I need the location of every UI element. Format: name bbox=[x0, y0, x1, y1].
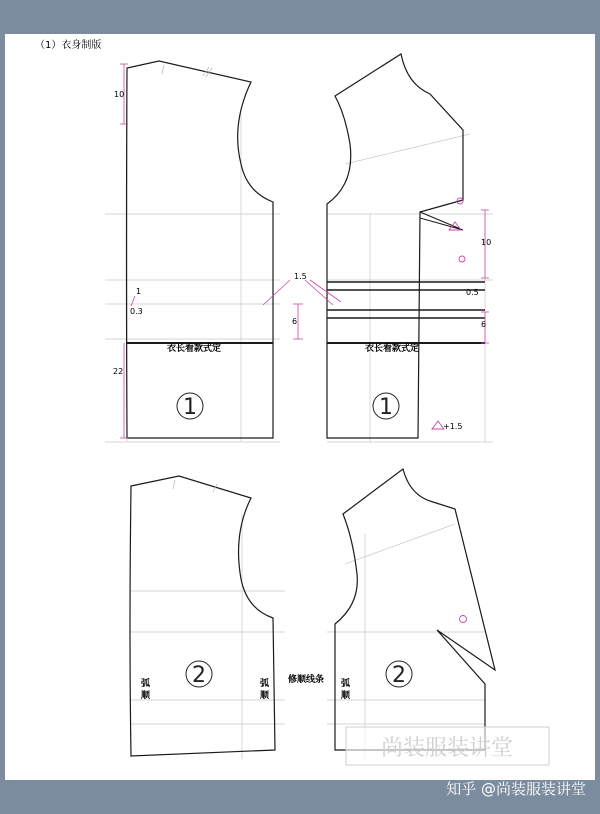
pattern-drawing bbox=[5, 34, 595, 780]
front-piece-2 bbox=[130, 476, 275, 756]
dim-1: 1 bbox=[136, 287, 142, 296]
watermark-text: 尚装服装讲堂 bbox=[380, 736, 514, 761]
sheet-title: （1）衣身制版 bbox=[35, 40, 102, 51]
trim-note: 修顺线条 bbox=[288, 675, 325, 685]
pattern-sheet bbox=[5, 34, 595, 780]
curve-label-left-b-2: 顺 bbox=[260, 691, 270, 701]
dim-0-3: 0.3 bbox=[130, 307, 143, 316]
dim-10-left: 10 bbox=[114, 90, 125, 99]
side-dart-right bbox=[420, 212, 463, 230]
curve-label-left-b-1: 弧 bbox=[260, 679, 270, 689]
length-note-left: 衣长看款式定 bbox=[167, 344, 222, 354]
guide-lines-bottom bbox=[130, 514, 485, 759]
dim-22: 22 bbox=[113, 367, 124, 376]
dim-10-right: 10 bbox=[481, 238, 492, 247]
bust-lines-right bbox=[327, 282, 485, 318]
piece-number-right-2: 2 bbox=[392, 663, 406, 688]
dim-1-5: 1.5 bbox=[294, 272, 307, 281]
dimension-lines bbox=[120, 64, 492, 438]
guide-lines-top bbox=[105, 94, 493, 442]
piece-number-left-1: 1 bbox=[183, 395, 197, 420]
front-piece-1 bbox=[127, 61, 274, 438]
credit-text: 知乎 @尚装服装讲堂 bbox=[446, 780, 586, 798]
dim-0-5: 0.5 bbox=[466, 288, 479, 297]
dim-plus-1-5: +1.5 bbox=[443, 422, 463, 431]
curve-label-left-a-1: 弧 bbox=[141, 679, 151, 689]
length-note-right: 衣长看款式定 bbox=[365, 344, 420, 354]
back-piece-1 bbox=[327, 54, 463, 438]
notch-mark-right-2 bbox=[460, 616, 467, 623]
curve-label-right-1: 弧 bbox=[341, 679, 351, 689]
dim-6-right: 6 bbox=[481, 320, 487, 329]
dim-6-left: 6 bbox=[292, 317, 298, 326]
curve-label-right-2: 顺 bbox=[341, 691, 351, 701]
piece-number-left-2: 2 bbox=[192, 663, 206, 688]
back-piece-2 bbox=[335, 469, 495, 750]
piece-number-right-1: 1 bbox=[379, 395, 393, 420]
curve-label-left-a-2: 顺 bbox=[141, 691, 151, 701]
